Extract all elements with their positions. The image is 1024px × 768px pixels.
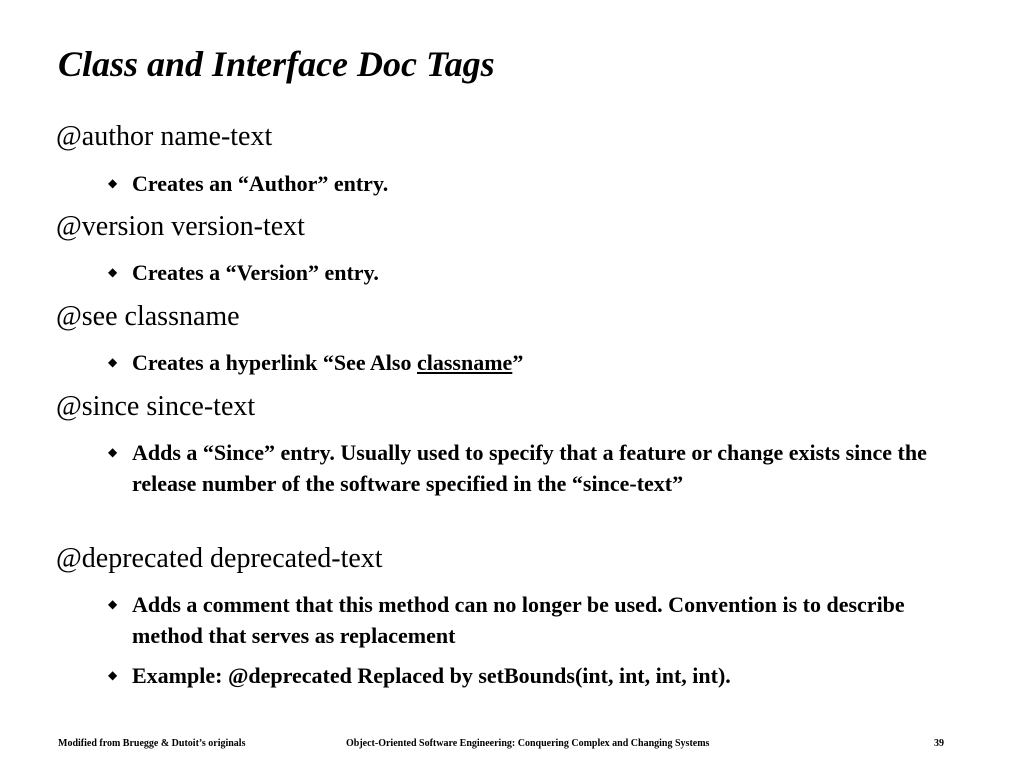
bullet-since bbox=[108, 437, 968, 499]
classname-link[interactable]: classname bbox=[416, 350, 513, 375]
bullet-deprecated-example bbox=[108, 660, 968, 691]
bullet-text: Creates a “Version” entry. bbox=[132, 260, 379, 285]
bullet-text: Adds a comment that this method can no longer be used. Convention is to describe method that serves as replacement bbox=[132, 592, 905, 648]
tag-version: @version version-text bbox=[56, 211, 305, 242]
bullet-author bbox=[108, 168, 968, 199]
diamond-bullet-icon: ◆ bbox=[108, 265, 118, 279]
tag-author: @author name-text bbox=[56, 121, 273, 152]
diamond-bullet-icon: ◆ bbox=[108, 355, 118, 369]
slide-title: Class and Interface Doc Tags bbox=[58, 44, 495, 84]
footer-book-title: Object-Oriented Software Engineering: Conquering Complex and Changing Systems bbox=[346, 738, 710, 749]
diamond-bullet-icon: ◆ bbox=[108, 668, 118, 682]
bullet-text bbox=[132, 347, 968, 378]
page-number: 39 bbox=[934, 738, 944, 749]
bullet-text: Example: @deprecated Replaced by setBounds(int, int, int, int). bbox=[132, 663, 731, 688]
diamond-bullet-icon: ◆ bbox=[108, 176, 118, 190]
bullet-text: Adds a “Since” entry. Usually used to specify that a feature or change exists since the release number of the software specified in the “since-text” bbox=[132, 440, 927, 496]
bullet-deprecated-comment bbox=[108, 589, 968, 651]
tag-deprecated: @deprecated deprecated-text bbox=[56, 543, 383, 574]
footer-attribution: Modified from Bruegge & Dutoit’s originals bbox=[58, 738, 246, 749]
diamond-bullet-icon: ◆ bbox=[108, 445, 118, 459]
bullet-text: Creates an “Author” entry. bbox=[132, 171, 389, 196]
tag-since: @since since-text bbox=[56, 391, 256, 422]
tag-see: @see classname bbox=[56, 301, 240, 332]
bullet-see bbox=[108, 347, 968, 378]
bullet-text-before: Creates a hyperlink “See Also bbox=[132, 350, 417, 375]
bullet-version bbox=[108, 257, 968, 288]
diamond-bullet-icon: ◆ bbox=[108, 597, 118, 611]
bullet-text-after: ” bbox=[512, 350, 524, 375]
